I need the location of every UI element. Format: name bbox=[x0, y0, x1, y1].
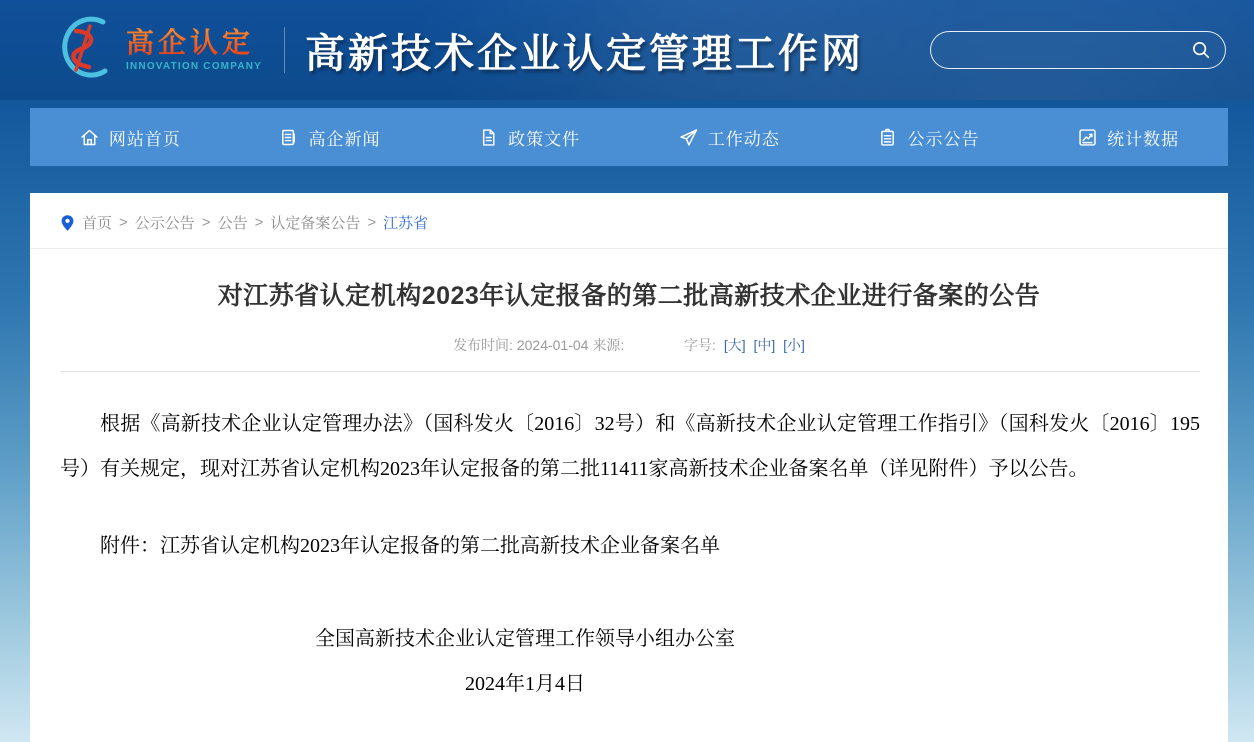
breadcrumb-link-jiangsu[interactable]: 江苏省 bbox=[383, 215, 429, 232]
publish-time-label: 发布时间: bbox=[453, 337, 513, 353]
nav-item-home[interactable] bbox=[69, 119, 191, 156]
nav-item-label: 高企新闻 bbox=[308, 129, 381, 149]
nav-item-policy[interactable] bbox=[468, 119, 590, 156]
search-icon[interactable] bbox=[1189, 38, 1213, 62]
content-card bbox=[30, 193, 1228, 742]
clipboard-icon bbox=[877, 127, 898, 148]
source-label: 来源: bbox=[592, 337, 625, 353]
article-paragraph: 根据《高新技术企业认定管理办法》（国科发火〔2016〕32号）和《高新技术企业认定管理工作指引》（国科发火〔2016〕195号）有关规定，现对江苏省认定机构2023年认定报备的第二批11411家高新技术企业备案名单（详见附件）予以公告。 bbox=[60, 413, 1200, 480]
breadcrumb-link-home[interactable]: 首页 bbox=[82, 215, 113, 232]
fontsize-small-button[interactable]: [小] bbox=[783, 337, 805, 353]
paper-plane-icon bbox=[678, 127, 699, 148]
home-icon bbox=[79, 127, 100, 148]
site-title: 高新技术企业认定管理工作网 bbox=[305, 31, 865, 76]
chart-icon bbox=[1077, 127, 1098, 148]
logo-en-text: INNOVATION COMPANY bbox=[126, 61, 263, 72]
nav-item-label: 网站首页 bbox=[108, 129, 181, 149]
site-logo[interactable] bbox=[52, 11, 262, 90]
site-header bbox=[0, 0, 1254, 100]
nav-item-label: 公示公告 bbox=[907, 129, 980, 149]
breadcrumb bbox=[30, 193, 1228, 249]
nav-item-updates[interactable] bbox=[668, 119, 790, 156]
breadcrumb-separator: > bbox=[201, 214, 211, 231]
logo-swirl-icon bbox=[52, 11, 116, 90]
breadcrumb-link-notice[interactable]: 公告 bbox=[217, 215, 248, 232]
fontsize-medium-button[interactable]: [中] bbox=[753, 337, 776, 353]
signature-org: 全国高新技术企业认定管理工作领导小组办公室 bbox=[315, 628, 735, 650]
signature-date: 2024年1月4日 bbox=[465, 673, 585, 695]
search-box[interactable] bbox=[930, 31, 1226, 69]
document-icon bbox=[478, 127, 499, 148]
page-title: 对江苏省认定机构2023年认定报备的第二批高新技术企业进行备案的公告 bbox=[217, 282, 1041, 310]
article-body bbox=[30, 372, 1228, 742]
nav-item-statistics[interactable] bbox=[1067, 119, 1189, 156]
header-divider bbox=[284, 27, 285, 73]
breadcrumb-link-filing-notice[interactable]: 认定备案公告 bbox=[270, 215, 361, 232]
nav-item-label: 政策文件 bbox=[508, 129, 581, 149]
fontsize-large-button[interactable]: [大] bbox=[723, 337, 746, 353]
fontsize-label: 字号: bbox=[684, 337, 716, 353]
news-icon bbox=[278, 127, 299, 148]
breadcrumb-link-announcements[interactable]: 公示公告 bbox=[134, 215, 195, 232]
article-head bbox=[30, 249, 1228, 371]
nav-item-label: 工作动态 bbox=[707, 129, 780, 149]
search-input[interactable] bbox=[947, 42, 1189, 58]
signature-block bbox=[60, 617, 990, 707]
breadcrumb-separator: > bbox=[367, 214, 377, 231]
publish-date: 2024-01-04 bbox=[516, 337, 589, 353]
logo-cn-text: 高企认定 bbox=[126, 28, 262, 58]
breadcrumb-separator: > bbox=[254, 214, 264, 231]
main-nav bbox=[30, 108, 1228, 166]
location-pin-icon bbox=[60, 214, 75, 232]
breadcrumb-separator: > bbox=[119, 214, 128, 231]
attachment-link[interactable]: 附件：江苏省认定机构2023年认定报备的第二批高新技术企业备案名单 bbox=[100, 535, 720, 557]
nav-item-news[interactable] bbox=[268, 119, 390, 156]
nav-item-label: 统计数据 bbox=[1107, 129, 1180, 149]
article-meta bbox=[60, 335, 1198, 371]
nav-item-announcements[interactable] bbox=[867, 119, 989, 156]
